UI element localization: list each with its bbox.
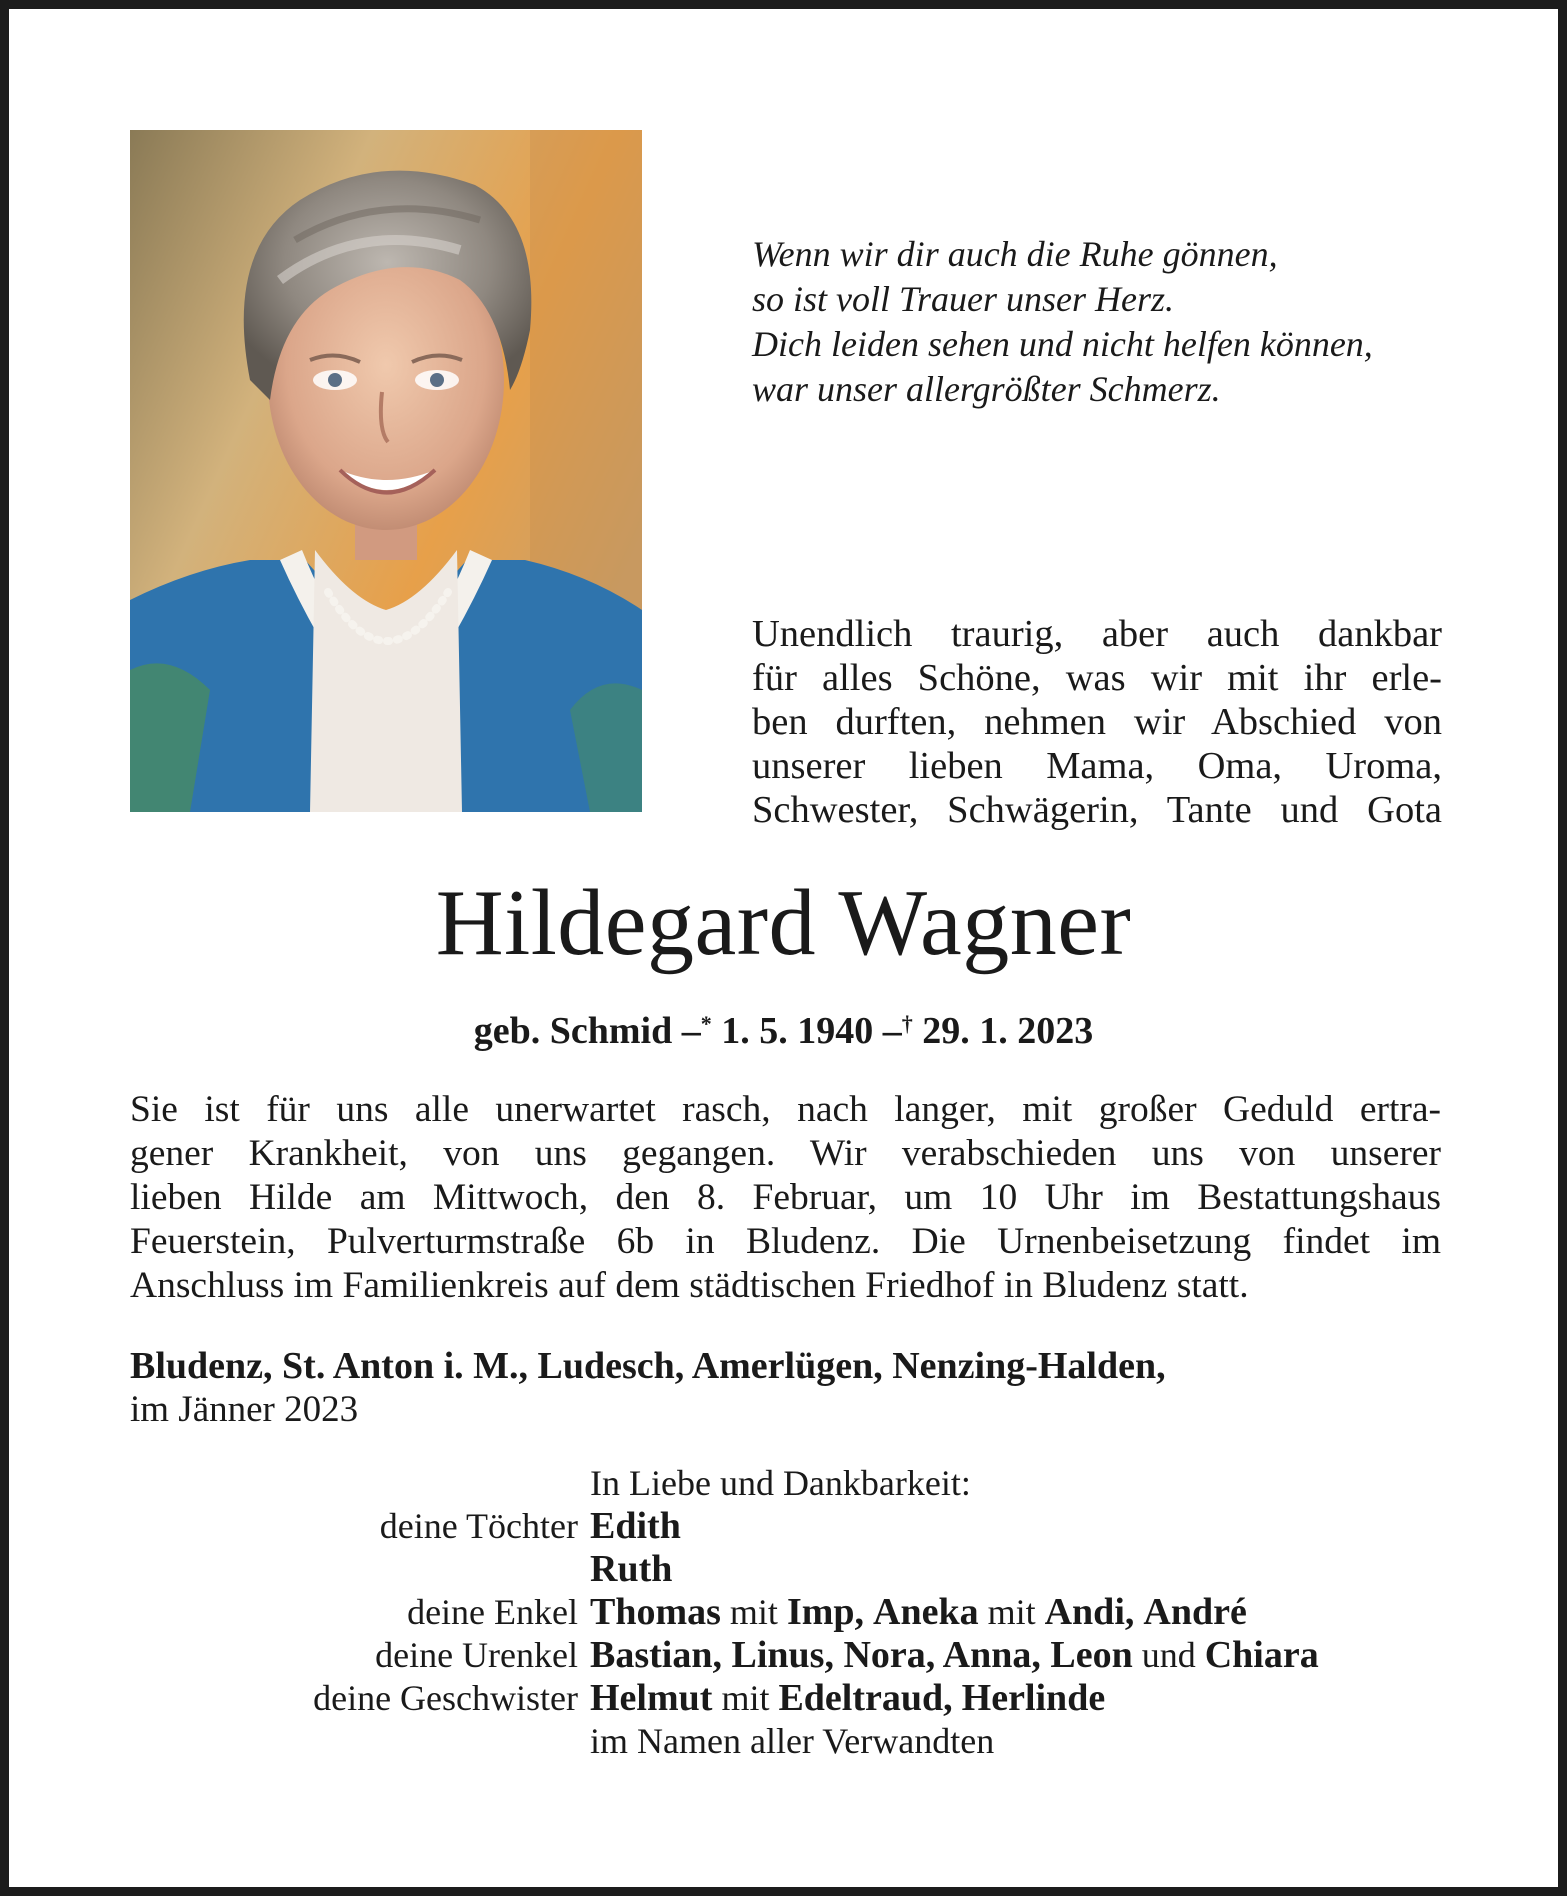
poem-verse <box>752 232 1492 412</box>
dash-separator: – <box>882 1010 902 1052</box>
mourner-name: Imp, <box>786 1591 865 1633</box>
closing-row <box>200 1462 1500 1505</box>
mourner-row-siblings <box>200 1677 1500 1720</box>
poem-line: war unser allergrößter Schmerz. <box>752 369 1221 409</box>
poem-line: so ist voll Trauer unser Herz. <box>752 279 1175 319</box>
mourner-name: André <box>1143 1591 1247 1633</box>
death-symbol: † <box>901 1011 913 1036</box>
dash-separator: – <box>681 1010 701 1052</box>
relatives-row <box>200 1720 1500 1763</box>
announcement-line: Feuerstein, Pulverturmstraße 6b in Bludenz. Die Urnenbeisetzung findet im <box>130 1221 1441 1262</box>
death-date: 29. 1. 2023 <box>922 1010 1094 1052</box>
birth-date: 1. 5. 1940 <box>721 1010 874 1052</box>
connector-word: mit <box>987 1592 1036 1632</box>
mourners-list <box>200 1462 1500 1763</box>
announcement-line: gener Krankheit, von uns gegangen. Wir verabschieden uns von unserer <box>130 1133 1441 1174</box>
place-date: im Jänner 2023 <box>130 1389 359 1430</box>
mourner-name: Helmut <box>590 1677 713 1719</box>
mourner-name: Herlinde <box>961 1677 1106 1719</box>
announcement-paragraph <box>130 1088 1441 1308</box>
birth-name: geb. Schmid <box>473 1010 673 1052</box>
mourner-row-grandchildren <box>200 1591 1500 1634</box>
poem-line: Dich leiden sehen und nicht helfen können, <box>752 324 1373 364</box>
closing-text: In Liebe und Dankbarkeit: <box>590 1463 971 1503</box>
connector-word: und <box>1141 1635 1196 1675</box>
life-dates <box>0 1000 1567 1055</box>
mourner-row-daughters <box>200 1505 1500 1548</box>
mourner-name: Edith <box>590 1505 681 1547</box>
announcement-line: Sie ist für uns alle unerwartet rasch, nach langer, mit großer Geduld ertra- <box>130 1089 1441 1130</box>
deceased-name: Hildegard Wagner <box>435 871 1132 975</box>
announcement-line: Anschluss im Familienkreis auf dem städtischen Friedhof in Bludenz statt. <box>130 1265 1249 1306</box>
mourner-name: Aneka <box>873 1591 979 1633</box>
mourner-name: Ruth <box>590 1548 673 1590</box>
relation-label: deine Urenkel <box>375 1635 578 1675</box>
mourner-row-great-grandchildren <box>200 1634 1500 1677</box>
portrait-photo <box>130 130 642 812</box>
mourner-name: Andi, <box>1044 1591 1135 1633</box>
relation-label: deine Töchter <box>379 1506 578 1546</box>
mourner-name: Thomas <box>590 1591 721 1633</box>
mourner-name: Edeltraud, <box>778 1677 953 1719</box>
intro-line: unserer lieben Mama, Oma, Uroma, <box>752 745 1442 787</box>
intro-line: Schwester, Schwägerin, Tante und Gota <box>752 789 1442 831</box>
relation-label: deine Geschwister <box>313 1678 578 1718</box>
mourner-name: Bastian, Linus, Nora, Anna, Leon <box>590 1634 1133 1676</box>
intro-line: ben durften, nehmen wir Abschied von <box>752 701 1442 743</box>
connector-word: mit <box>721 1678 770 1718</box>
birth-symbol: * <box>700 1011 712 1036</box>
announcement-line: lieben Hilde am Mittwoch, den 8. Februar, um 10 Uhr im Bestattungshaus <box>130 1177 1441 1218</box>
poem-line: Wenn wir dir auch die Ruhe gönnen, <box>752 234 1278 274</box>
connector-word: mit <box>729 1592 778 1632</box>
relatives-text: im Namen aller Verwandten <box>590 1721 995 1761</box>
intro-line: für alles Schöne, was wir mit ihr erle- <box>752 657 1442 699</box>
mourner-row-daughters-2 <box>200 1548 1500 1591</box>
relation-label: deine Enkel <box>407 1592 578 1632</box>
intro-paragraph <box>752 612 1442 832</box>
intro-line: Unendlich traurig, aber auch dankbar <box>752 613 1442 655</box>
places-list: Bludenz, St. Anton i. M., Ludesch, Amerlügen, Nenzing-Halden, <box>130 1345 1166 1387</box>
mourner-name: Chiara <box>1204 1634 1319 1676</box>
